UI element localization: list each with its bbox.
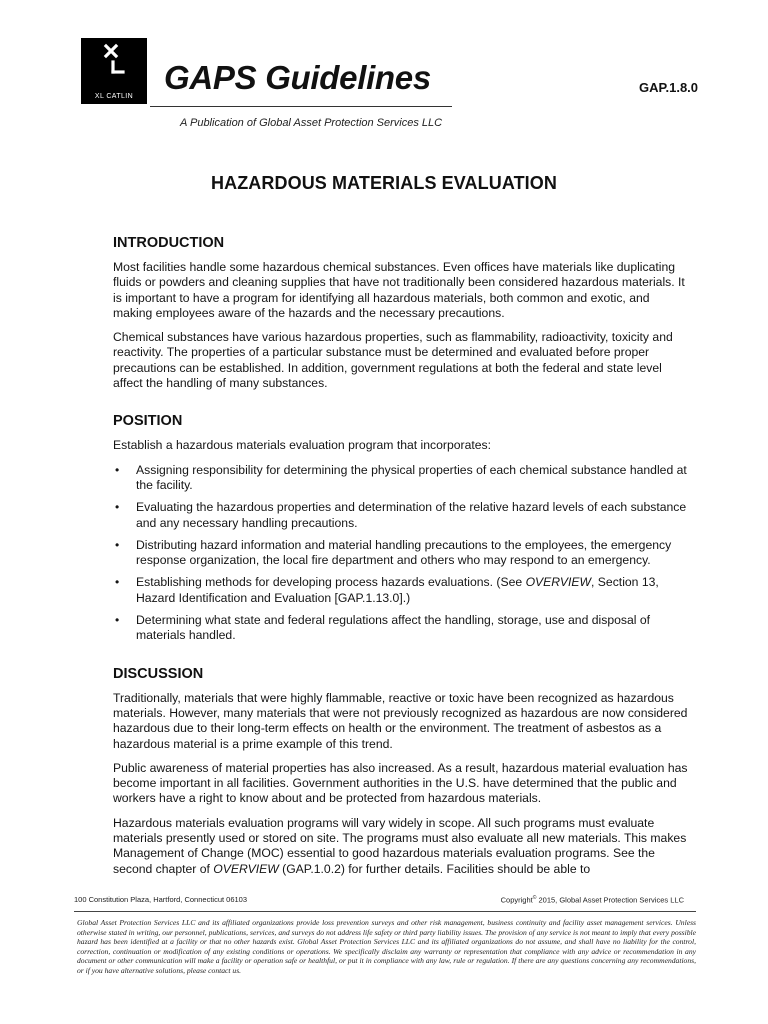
discussion-paragraph: Traditionally, materials that were highly flammable, reactive or toxic have been recognized as hazardous materials. However, many materials that were not previously recognized as hazardous are now considered hazardous due to their long-term effects on health or the environment. The treatment of asbestos as a hazardous material is a prime example of this trend. — [113, 690, 688, 751]
list-item-text: Establishing methods for developing process hazards evaluations. (See — [136, 575, 526, 590]
copyright-text: 2015, Global Asset Protection Services LLC — [536, 895, 684, 905]
paragraph-text: (GAP.1.0.2) for further details. Facilities should be able to — [278, 861, 591, 876]
list-item: • Evaluating the hazardous properties and determination of the relative hazard levels of each substance and any necessary handling precautions. — [113, 500, 689, 531]
document-body — [113, 234, 689, 898]
overview-reference: OVERVIEW — [213, 861, 279, 876]
overview-reference: OVERVIEW — [525, 575, 592, 590]
introduction-section — [113, 234, 689, 391]
list-item — [113, 575, 689, 606]
introduction-paragraph: Most facilities handle some hazardous chemical substances. Even offices have materials like duplicating fluids or powders and cleaning supplies that have not traditionally been considered hazardous materials. It is important to have a program for identifying all hazardous materials, both common and exotic, and making employees aware of the hazards and the necessary precautions. — [113, 260, 685, 320]
footer-copyright — [501, 895, 684, 905]
list-item: • Distributing hazard information and material handling precautions to the employees, the emergency response organization, the local fire department and others who may respond to an emergency. — [113, 538, 689, 569]
copyright-symbol: © — [532, 895, 537, 901]
position-list — [113, 463, 689, 644]
document-code: GAP.1.8.0 — [639, 80, 699, 95]
introduction-heading: INTRODUCTION — [113, 235, 225, 251]
footer-divider — [74, 911, 696, 912]
copyright-label: Copyright — [500, 895, 533, 905]
document-title: HAZARDOUS MATERIALS EVALUATION — [211, 173, 557, 193]
list-item-text: , Section 13, Hazard Identification and Evaluation [GAP.1.13.0].) — [136, 575, 659, 605]
list-item: • Determining what state and federal regulations affect the handling, storage, use and disposal of materials handled. — [113, 613, 689, 644]
xl-logo-icon — [81, 38, 147, 94]
position-heading: POSITION — [113, 413, 183, 430]
list-item: • Assigning responsibility for determining the physical properties of each chemical substance handled at the facility. — [113, 463, 689, 494]
discussion-paragraph: Public awareness of material properties has also increased. As a result, hazardous material evaluation has become important in all facilities. Government authorities in the U.S. have determined that the public and workers have a right to know about and be protected from hazardous materials. — [113, 760, 688, 806]
discussion-section — [113, 665, 689, 877]
paragraph-text: Hazardous materials evaluation programs will vary widely in scope. All such programs must evaluate materials presently used or stored on site. The programs must also evaluate all new materials. This makes Management of Change (MOC) essential to good hazardous materials evaluation programs. See the second chapter of — [113, 815, 687, 876]
footer-address: 100 Constitution Plaza, Hartford, Connecticut 06103 — [74, 895, 248, 904]
position-section — [113, 412, 689, 643]
introduction-paragraph: Chemical substances have various hazardous properties, such as flammability, radioactivity, toxicity and reactivity. The properties of a particular substance must be determined and evaluated before proper precautions can be established. In addition, government regulations at both the federal and state level affect the handling of many substances. — [113, 330, 673, 391]
publication-line: A Publication of Global Asset Protection Services LLC — [180, 117, 443, 129]
legal-disclaimer: Global Asset Protection Services LLC and its affiliated organizations provide loss prevention surveys and other risk management, business continuity and facility asset management services. Unless otherwise stated in writing, our personnel, publications, services, and surveys do not address life safety or third party liability issues. The provision of any service is not meant to imply that every possible hazard has been identified at a facility or that no other hazards exist. Global Asset Protection Services LLC and its affiliated organizations do not assume, and shall have no liability for the control, correction, continuation or modification of any existing conditions or operations. We specifically disclaim any warranty or representation that compliance with any advice or recommendation in any document or other communication will make a facility or operation safe or healthful, or put it in compliance with any law, rule or regulation. If there are any questions concerning any recommendations, or if you have alternative solutions, please contact us. — [77, 918, 696, 975]
discussion-heading: DISCUSSION — [113, 665, 204, 682]
position-intro: Establish a hazardous materials evaluation program that incorporates: — [113, 438, 492, 453]
header-title: GAPS Guidelines — [164, 59, 431, 96]
discussion-paragraph — [113, 816, 689, 877]
xl-catlin-logo — [81, 38, 147, 104]
logo-text: XL CATLIN — [94, 93, 134, 100]
header-divider — [150, 106, 452, 107]
